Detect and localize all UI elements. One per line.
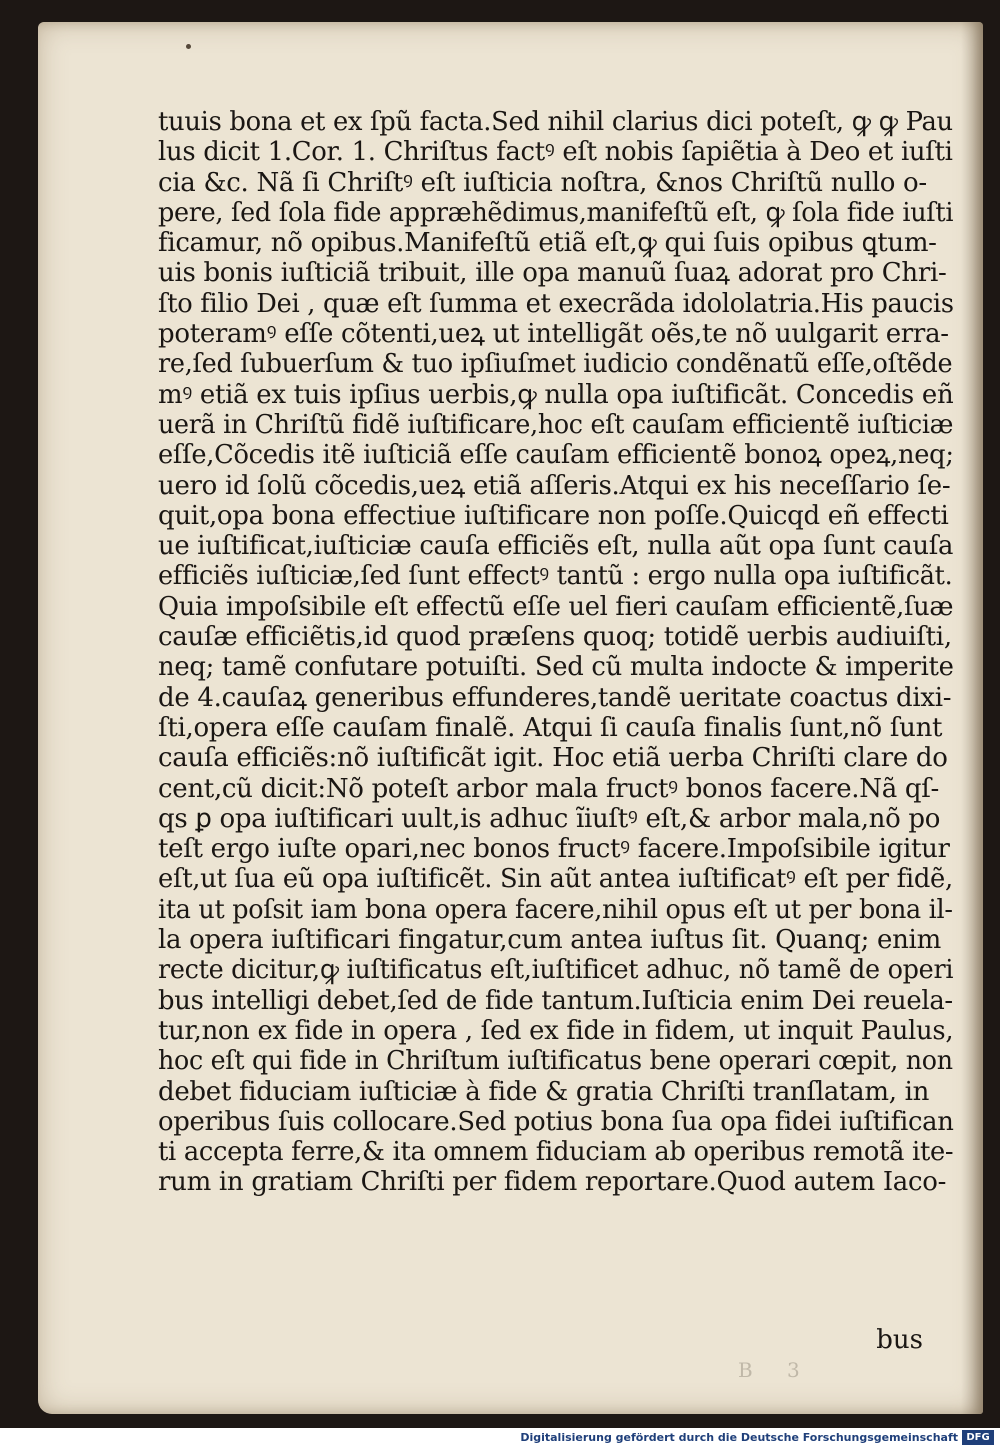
catchword: bus (876, 1325, 923, 1355)
text-line: cent,cũ dicit:Nõ poteſt arbor mala fructꝰ bonos facere.Nã qſ- (158, 773, 940, 804)
book-page (38, 22, 983, 1414)
text-line: Quia impoſsibile eſt effectũ eſſe uel fieri cauſam efficientẽ,ſuæ (158, 591, 954, 622)
text-line: cauſa efficiẽs:nõ iuſtificãt igit. Hoc etiã uerba Chriſti clare do (158, 743, 948, 774)
text-line: de 4.cauſaꝝ generibus effunderes,tandẽ ueritate coactus dixi- (158, 682, 952, 713)
funding-credit: Digitalisierung gefördert durch die Deutsche Forschungsgemeinschaft (520, 1431, 958, 1444)
text-line: tuuis bona et ex ſpũ facta.Sed nihil clarius dici poteſt, ꝙ ꝙ Pau (158, 107, 953, 137)
text-line: re,ſed ſubuerſum & tuo ipſiuſmet iudicio condẽnatũ eſſe,oſtẽde (158, 349, 953, 380)
text-line: ue iuſtificat,iuſticiæ cauſa efficiẽs eſt, nulla aũt opa ſunt cauſa (158, 531, 954, 562)
body-text (158, 107, 953, 1198)
text-line: ſti,opera eſſe cauſam finalẽ. Atqui ſi cauſa finalis ſunt,nõ ſunt (158, 712, 943, 743)
text-line: neq; tamẽ confutare potuiſti. Sed cũ multa indocte & imperite (158, 652, 954, 683)
text-line: teſt ergo iuſte opari,nec bonos fructꝰ facere.Impoſsibile igitur (158, 834, 950, 865)
text-line: ſto filio Dei , quæ eſt ſumma et execrãda idololatria.His paucis (158, 288, 954, 319)
text-line: cia &c. Nã ſi Chriſtꝰ eſt iuſticia noſtra, &nos Chriſtũ nullo o- (158, 167, 927, 198)
text-line: pere, ſed ſola fide appræhẽdimus,manifeſtũ eſt, ꝙ ſola fide iuſti (158, 197, 954, 228)
text-line: la opera iuſtificari fingatur,cum antea iuſtus ſit. Quanq; enim (158, 925, 941, 956)
text-line: ti accepta ferre,& ita omnem fiduciam ab operibus remotã ite- (158, 1137, 954, 1168)
text-line: qs ꝑ opa iuſtificari uult,is adhuc ĩiuſtꝰ eſt,& arbor mala,nõ po (158, 803, 941, 834)
text-line: ita ut poſsit iam bona opera facere,nihil opus eſt ut per bona il- (158, 894, 953, 925)
text-line: cauſæ efficiẽtis,id quod præſens quoq; totidẽ uerbis audiuiſti, (158, 622, 952, 653)
text-line: debet fiduciam iuſticiæ à fide & gratia Chriſti tranſlatam, in (158, 1076, 930, 1107)
text-line: quit,opa bona effectiue iuſtificare non poſſe.Quicqd eñ effecti (158, 500, 949, 531)
signature-mark: B 3 (738, 1358, 814, 1382)
text-line: hoc eſt qui fide in Chriſtum iuſtificatus bene operari cœpit, non (158, 1046, 953, 1077)
text-line: recte dicitur,ꝙ iuſtificatus eſt,iuſtificet adhuc, nõ tamẽ de operi (158, 955, 954, 986)
text-line: operibus ſuis collocare.Sed potius bona ſua opa fidei iuſtifican (158, 1106, 954, 1137)
text-line: eſt,ut ſua eũ opa iuſtificẽt. Sin aũt antea iuſtificatꝰ eſt per fidẽ, (158, 864, 953, 895)
text-line: bus intelligi debet,ſed de fide tantum.Iuſticia enim Dei reuela- (158, 985, 953, 1016)
text-line: rum in gratiam Chriſti per fidem reportare.Quod autem Iaco- (158, 1167, 947, 1198)
text-line: mꝰ etiã ex tuis ipſius uerbis,ꝙ nulla opa iuſtificãt. Concedis eñ (158, 379, 954, 410)
text-line: tur,non ex fide in opera , ſed ex fide in fidem, ut inquit Paulus, (158, 1015, 954, 1046)
text-line: eſſe,Cõcedis itẽ iuſticiã eſſe cauſam efficientẽ bonoꝝ opeꝝ,neq; (158, 440, 954, 471)
dfg-logo: DFG (962, 1430, 994, 1445)
text-line: uis bonis iuſticiã tribuit, ille opa manuũ ſuaꝝ adorat pro Chri- (158, 258, 947, 289)
text-line: poteramꝰ eſſe cõtenti,ueꝝ ut intelligãt oẽs,te nõ uulgarit erra- (158, 319, 949, 350)
text-line: lus dicit 1.Cor. 1. Chriſtus factꝰ eſt nobis ſapiẽtia à Deo et iuſti (158, 137, 953, 168)
text-line: uero id ſolũ cõcedis,ueꝝ etiã aſſeris.Atqui ex his neceſſario ſe- (158, 470, 951, 501)
text-line: ficamur, nõ opibus.Manifeſtũ etiã eſt,ꝙ qui ſuis opibus ꝗtum- (158, 228, 937, 259)
text-line: efficiẽs iuſticiæ,ſed ſunt effectꝰ tantũ : ergo nulla opa iuſtificãt. (158, 561, 953, 592)
ink-speck (186, 44, 191, 49)
text-line: uerã in Chriſtũ fidẽ iuſtificare,hoc eſt cauſam efficientẽ iuſticiæ (158, 409, 954, 440)
